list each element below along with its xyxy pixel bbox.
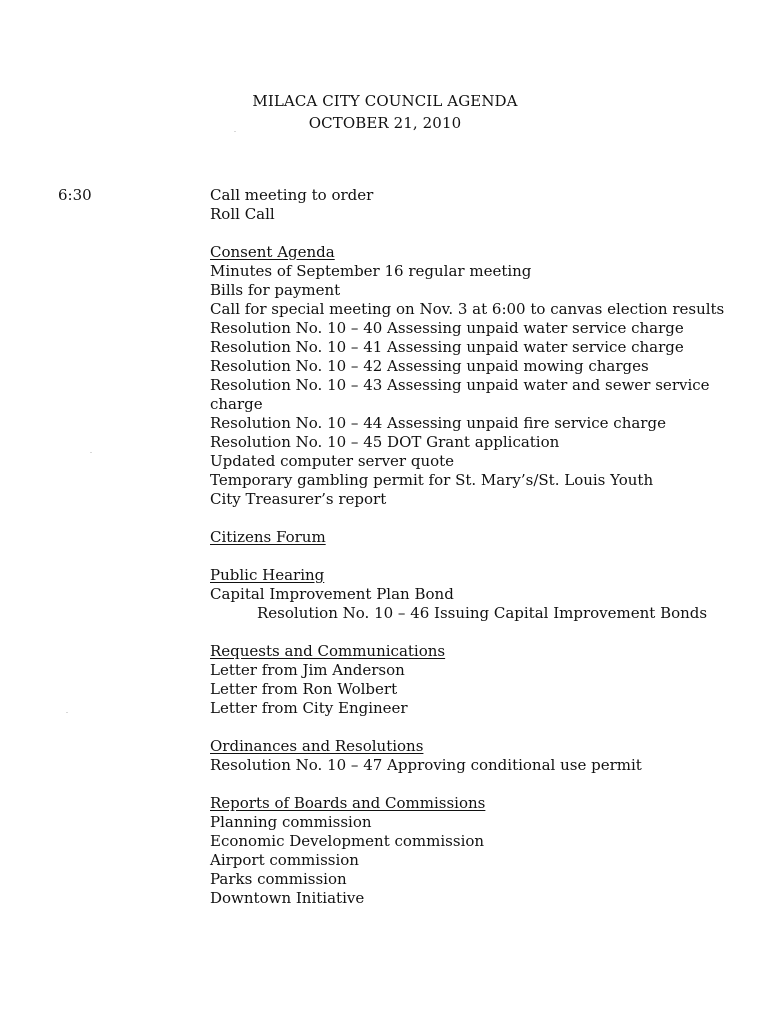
consent-agenda-item: City Treasurer’s report: [210, 490, 387, 508]
reports-item: Economic Development commission: [210, 832, 485, 850]
public-hearing-section: [210, 566, 750, 623]
requests-item: Letter from Jim Anderson: [210, 661, 405, 679]
agenda-title: MILACA CITY COUNCIL AGENDA: [252, 92, 518, 110]
opening-item: Call meeting to order: [210, 186, 374, 204]
citizens-forum-section: [210, 528, 750, 547]
citizens-forum-heading: Citizens Forum: [210, 528, 326, 546]
consent-agenda-item: Bills for payment: [210, 281, 341, 299]
agenda-date: OCTOBER 21, 2010: [308, 114, 462, 132]
public-hearing-sub-item: Resolution No. 10 – 46 Issuing Capital Improvement Bonds: [257, 604, 708, 622]
consent-agenda-item: Call for special meeting on Nov. 3 at 6:00 to canvas election results: [210, 300, 725, 318]
consent-agenda-heading: Consent Agenda: [210, 243, 335, 261]
public-hearing-item: Capital Improvement Plan Bond: [210, 585, 454, 603]
ordinances-item: Resolution No. 10 – 47 Approving conditional use permit: [210, 756, 642, 774]
consent-agenda-item: Minutes of September 16 regular meeting: [210, 262, 532, 280]
agenda-body: [210, 186, 750, 927]
agenda-header: [0, 90, 770, 134]
reports-heading: Reports of Boards and Commissions: [210, 794, 486, 812]
consent-agenda-item: Resolution No. 10 – 44 Assessing unpaid fire service charge: [210, 414, 666, 432]
consent-agenda-section: [210, 243, 750, 509]
reports-item: Airport commission: [210, 851, 359, 869]
reports-item: Planning commission: [210, 813, 372, 831]
requests-section: [210, 642, 750, 718]
opening-item: Roll Call: [210, 205, 275, 223]
meeting-time: 6:30: [58, 186, 92, 204]
opening-section: [210, 186, 750, 224]
ordinances-section: [210, 737, 750, 775]
scan-speck: [66, 712, 68, 713]
scan-speck: [90, 452, 92, 453]
public-hearing-heading: Public Hearing: [210, 566, 325, 584]
reports-item: Downtown Initiative: [210, 889, 365, 907]
requests-item: Letter from City Engineer: [210, 699, 408, 717]
consent-agenda-item: Resolution No. 10 – 43 Assessing unpaid water and sewer service: [210, 376, 710, 394]
consent-agenda-item: Resolution No. 10 – 41 Assessing unpaid water service charge: [210, 338, 684, 356]
consent-agenda-item: Resolution No. 10 – 45 DOT Grant application: [210, 433, 560, 451]
requests-item: Letter from Ron Wolbert: [210, 680, 398, 698]
requests-heading: Requests and Communications: [210, 642, 446, 660]
consent-agenda-item: Resolution No. 10 – 42 Assessing unpaid mowing charges: [210, 357, 649, 375]
consent-agenda-item: charge: [210, 395, 263, 413]
consent-agenda-item: Updated computer server quote: [210, 452, 455, 470]
reports-item: Parks commission: [210, 870, 347, 888]
ordinances-heading: Ordinances and Resolutions: [210, 737, 424, 755]
consent-agenda-item: Temporary gambling permit for St. Mary’s/St. Louis Youth: [210, 471, 654, 489]
reports-section: [210, 794, 750, 908]
consent-agenda-item: Resolution No. 10 – 40 Assessing unpaid water service charge: [210, 319, 684, 337]
